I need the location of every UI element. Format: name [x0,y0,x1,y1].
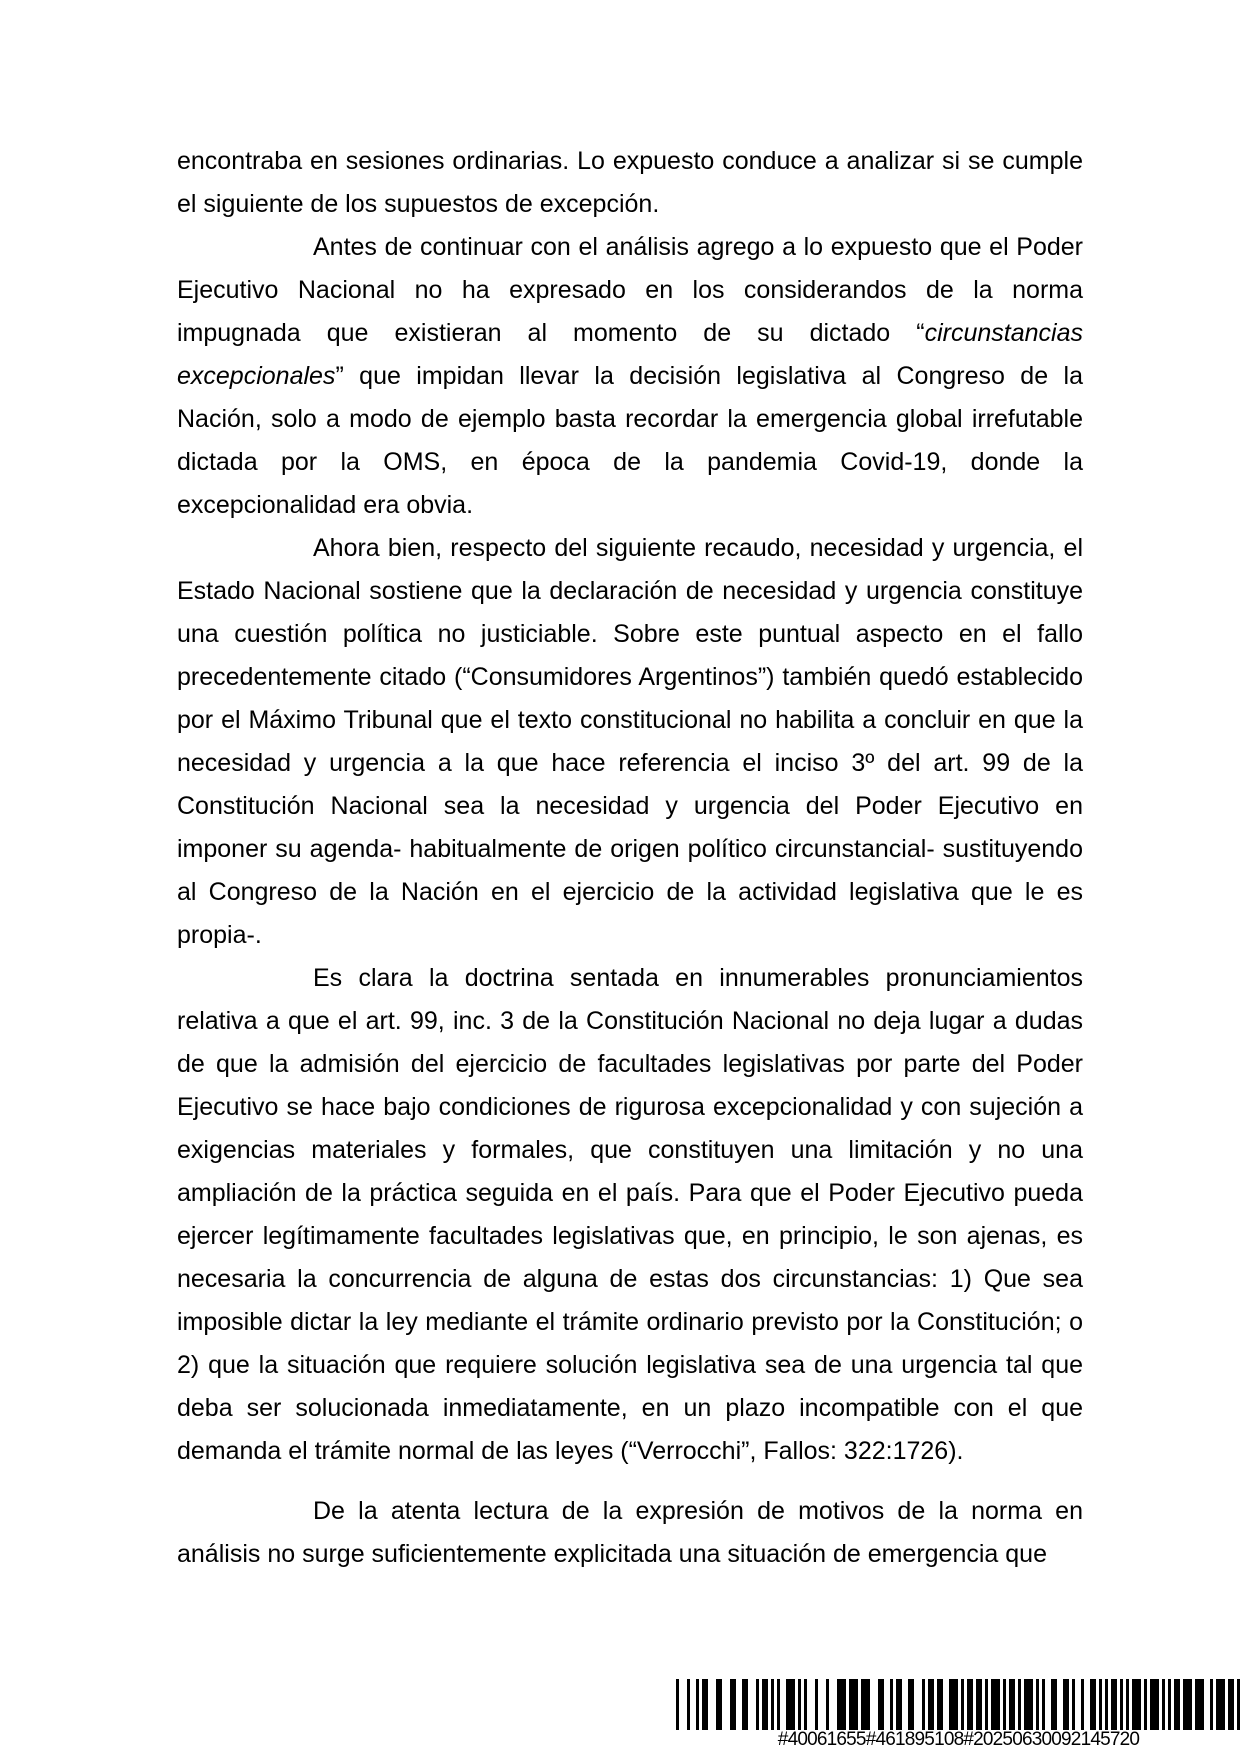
text-segment: De la atenta lectura de la expresión de motivos de la norma en análisis no surge suficientemente explicitada una situación de emergencia que [177,1497,1083,1568]
paragraph [177,140,1083,226]
document-text [177,140,1083,1576]
italic-text-segment: circunstancias excepcionales [177,319,1083,390]
barcode-bars [676,1679,1241,1730]
barcode-caption: #40061655#461895108#20250630092145720 [777,1729,1140,1750]
paragraph [177,226,1083,527]
text-segment: Ahora bien, respecto del siguiente recaudo, necesidad y urgencia, el Estado Nacional sostiene que la declaración de necesidad y urgencia constituye una cuestión política no justiciable. Sobre este puntual aspecto en el fallo precedentemente citado (“Consumidores Argentinos”) también quedó establecido por el Máximo Tribunal que el texto constitucional no habilita a concluir en que la necesidad y urgencia a la que hace referencia el inciso 3º del art. 99 de la Constitución Nacional sea la necesidad y urgencia del Poder Ejecutivo en imponer su agenda- habitualmente de origen político circunstancial- sustituyendo al Congreso de la Nación en el ejercicio de la actividad legislativa que le es propia-. [177,534,1083,949]
text-segment: encontraba en sesiones ordinarias. Lo expuesto conduce a analizar si se cumple el siguiente de los supuestos de excepción. [177,147,1083,218]
text-segment: Es clara la doctrina sentada en innumerables pronunciamientos relativa a que el art. 99, inc. 3 de la Constitución Nacional no deja lugar a dudas de que la admisión del ejercicio de facultades legislativas por parte del Poder Ejecutivo se hace bajo condiciones de rigurosa excepcionalidad y con sujeción a exigencias materiales y formales, que constituyen una limitación y no una ampliación de la práctica seguida en el país. Para que el Poder Ejecutivo pueda ejercer legítimamente facultades legislativas que, en principio, le son ajenas, es necesaria la concurrencia de alguna de estas dos circunstancias: 1) Que sea imposible dictar la ley mediante el trámite ordinario previsto por la Constitución; o 2) que la situación que requiere solución legislativa sea de una urgencia tal que deba ser solucionada inmediatamente, en un plazo incompatible con el que demanda el trámite normal de las leyes (“Verrocchi”, Fallos: 322:1726). [177,964,1083,1465]
paragraph [177,957,1083,1473]
text-segment: Antes de continuar con el análisis agrego a lo expuesto que el Poder Ejecutivo Nacional no ha expresado en los considerandos de la norma impugnada que existieran al momento de su dictado “ [177,233,1083,347]
barcode [676,1679,1241,1730]
text-segment: ” que impidan llevar la decisión legislativa al Congreso de la Nación, solo a modo de ejemplo basta recordar la emergencia global irrefutable dictada por la OMS, en época de la pandemia Covid-19, donde la excepcionalidad era obvia. [177,362,1083,519]
paragraph [177,527,1083,957]
paragraph [177,1490,1083,1576]
